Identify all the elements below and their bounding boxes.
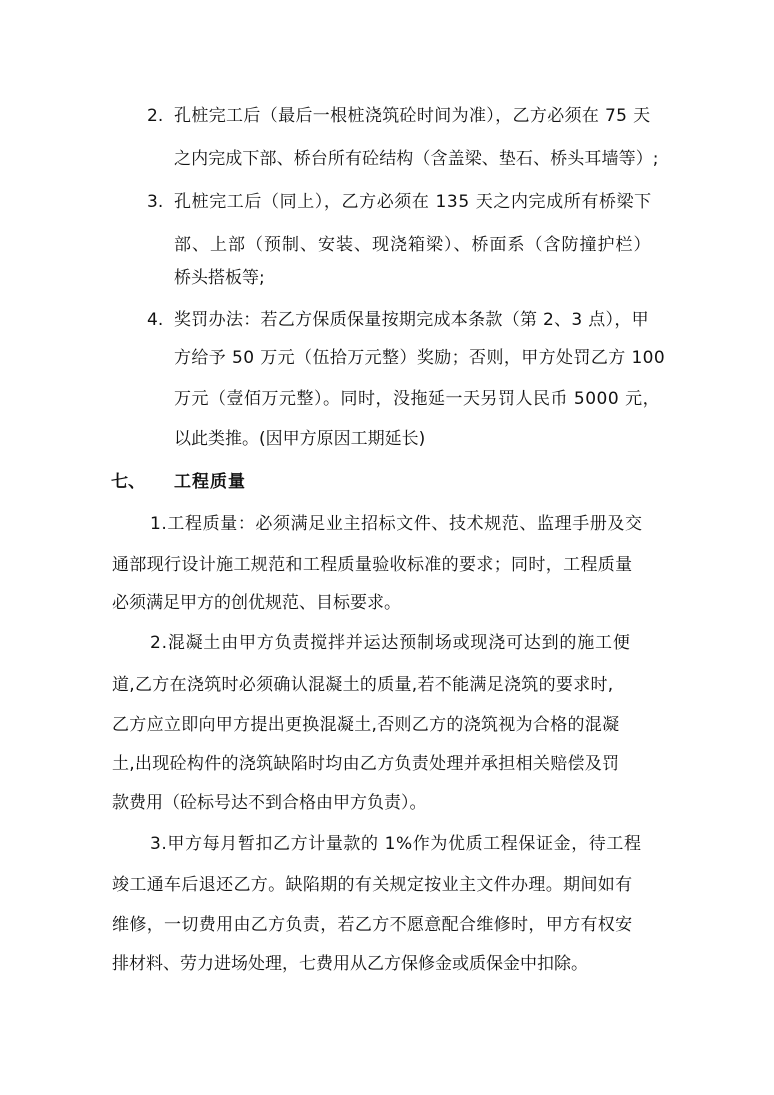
item-number: 4. <box>147 310 164 330</box>
paragraph-line: 维修，一切费用由乙方负责，若乙方不愿意配合维修时，甲方有权安 <box>112 915 633 935</box>
item-line: 奖罚办法：若乙方保质保量按期完成本条款（第 2、3 点），甲 <box>174 310 649 330</box>
paragraph-line: 土,出现砼构件的浇筑缺陷时均由乙方负责处理并承担相关赔偿及罚 <box>112 754 620 774</box>
item-line: 之内完成下部、桥台所有砼结构（含盖梁、垫石、桥头耳墙等）; <box>174 149 659 169</box>
paragraph-line: 2.混凝土由甲方负责搅拌并运达预制场或现浇可达到的施工便 <box>150 633 631 653</box>
item-line: 部、上部（预制、安装、现浇箱梁）、桥面系（含防撞护栏） <box>174 235 652 255</box>
paragraph-line: 乙方应立即向甲方提出更换混凝土,否则乙方的浇筑视为合格的混凝 <box>112 715 620 735</box>
paragraph-line: 款费用（砼标号达不到合格由甲方负责）。 <box>112 793 427 813</box>
section-number: 七、 <box>111 472 145 492</box>
item-line: 万元（壹佰万元整）。同时，没拖延一天另罚人民币 5000 元， <box>174 389 661 409</box>
item-number: 3. <box>147 192 164 212</box>
section-title: 工程质量 <box>174 472 246 492</box>
item-line: 孔桩完工后（最后一根桩浇筑砼时间为准），乙方必须在 75 天 <box>174 106 651 126</box>
paragraph-line: 1.工程质量：必须满足业主招标文件、技术规范、监理手册及交 <box>150 514 643 534</box>
paragraph-line: 排材料、劳力进场处理，七费用从乙方保修金或质保金中扣除。 <box>112 954 588 974</box>
paragraph-line: 通部现行设计施工规范和工程质量验收标准的要求；同时，工程质量 <box>112 555 633 575</box>
item-line: 桥头搭板等; <box>174 268 265 288</box>
item-number: 2. <box>147 106 164 126</box>
paragraph-line: 道,乙方在浇筑时必须确认混凝土的质量,若不能满足浇筑的要求时, <box>112 675 614 695</box>
paragraph-line: 竣工通车后退还乙方。缺陷期的有关规定按业主文件办理。期间如有 <box>112 875 633 895</box>
item-line: 方给予 50 万元（伍拾万元整）奖励；否则，甲方处罚乙方 100 <box>174 348 666 368</box>
paragraph-line: 3.甲方每月暂扣乙方计量款的 1%作为优质工程保证金，待工程 <box>150 834 642 854</box>
item-line: 孔桩完工后（同上），乙方必须在 135 天之内完成所有桥梁下 <box>174 192 652 212</box>
item-line: 以此类推。(因甲方原因工期延长) <box>174 429 426 449</box>
paragraph-line: 必须满足甲方的创优规范、目标要求。 <box>112 593 401 613</box>
